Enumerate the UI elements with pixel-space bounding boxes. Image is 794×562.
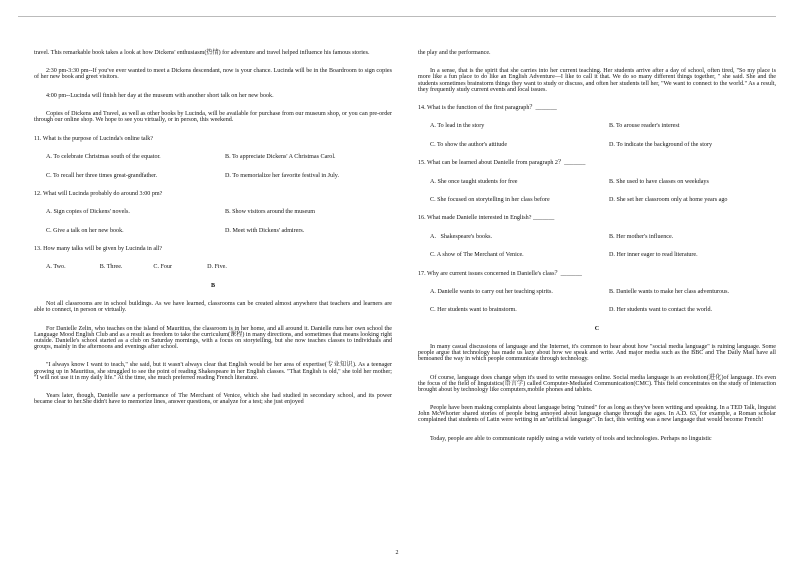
q13-option-a: A. Two. [46,264,66,271]
q14-option-a: A. To lead in the story [430,123,485,130]
q17-option-b: B. Danielle wants to make her class adventurous. [609,288,729,295]
q17-option-d: D. Her students want to contact the world. [609,307,713,314]
question-14: 14. What is the function of the first paragraph？_______ [418,105,557,112]
q11-option-c: C. To recall her three times great-grandfather. [46,172,158,179]
q15-option-b: B. She used to have classes on weekdays [609,178,709,185]
passage-a-continuation: travel. This remarkable book takes a look at how Dickens' enthusiasm(热情) for adventure and travel helped influence his famous stories. [34,50,370,56]
q14-option-c: C. To show the author's attitude [430,141,508,148]
section-c-heading: C [594,325,600,332]
passage-b-paragraph-3: "I always know I want to teach," she said, but it wasn't always clear that English would be her area of expertise(专业知识). As a teenager growing up in Mauritius, she struggled to see the point of reading Shakespeare in her English classes. "That English is old," she told her mother; "I will not use it in my daily life." At the time, she much preferred reading French literature. [34,362,392,381]
passage-b-paragraph-2: For Danielle Zelin, who teaches on the island of Mauritius, the classroom is in her home, and all around it. Danielle runs her own school the Language Mood English Club and as a result as freedom to take the curriculum(课程) in many directions, and sometimes that means looking right outside. Danielle's school started as a club on Saturday mornings, with a focus on storytelling, but she now teaches classes to individuals and groups, mainly in the afternoons and evenings after school. [34,325,392,351]
q15-option-c: C. She focused on storytelling in her class before [430,197,550,204]
question-13-options [34,264,392,270]
passage-c-paragraph-4: Today, people are able to communicate rapidly using a wide variety of tools and technologies. Perhaps no linguistic [430,435,712,442]
passage-b-paragraph-1: Not all classrooms are in school buildings. As we have learned, classrooms can be created almost anywhere that teachers and learners are able to connect, in person or virtually. [34,301,392,314]
question-11-options-row1 [34,154,392,160]
q16-option-d: D. Her inner eager to read literature. [609,252,698,259]
schedule-item-400: 4:00 pm--Lucinda will finish her day at the museum with another short talk on her new book. [46,92,274,99]
passage-c-paragraph-2: Of course, language does change when it's used to write messages online. Social media language is an evolution(进化)of language. It's even the focus of the field of linguistics(语言学) called Computer-Mediated Communication(CMC). This field concentrates on the study of interaction brought about by technology like computers,mobile phones and tablets. [418,374,776,393]
question-14-options-row1 [418,123,776,129]
question-17-options-row2 [418,307,776,313]
q16-option-b: B. Her mother's influence. [609,233,674,240]
passage-b-paragraph-5: In a sense, that is the spirit that she carries into her current teaching. Her students arrive after a day of school, often tired, "So my place is more like a fun place to do like an English Adventure—I like to call it that. We do so many different things together, " she said. She and the students sometimes brainstorm things they want to study or discuss, and often her students tell her, "We want to connect to the world." As a result, they frequently study current events and local issues. [418,68,776,93]
question-11: 11. What is the purpose of Lucinda's online talk? [34,135,154,142]
question-16-options-row1 [418,234,776,240]
q14-option-d: D. To indicate the background of the story [609,141,713,148]
q12-option-d: D. Meet with Dickens' admirers. [225,227,305,234]
q17-option-a: A. Danielle wants to carry out her teaching spirits. [430,288,553,295]
shop-paragraph: Copies of Dickens and Travel, as well as other books by Lucinda, will be available for purchase from our museum shop, or you can pre-order through our online shop. We hope to see you virtually, or in person, this weekend. [34,111,392,124]
q17-option-c: C. Her students want to brainstorm. [430,307,517,314]
passage-b-continuation: the play and the performance. [418,50,491,56]
question-16: 16. What made Danielle interested in English? _______ [418,215,555,222]
question-12-options-row1 [34,209,392,215]
q13-option-b: B. Three. [99,264,123,271]
q12-option-b: B. Show visitors around the museum [225,209,316,216]
q15-option-a: A. She once taught students for free [430,178,518,185]
q13-option-d: D. Five. [207,264,227,271]
q15-option-d: D. She set her classroom only at home years ago [609,197,728,204]
question-12: 12. What will Lucinda probably do around 3:00 pm? [34,190,163,197]
schedule-item-230: 2:30 pm-3:30 pm--If you've ever wanted to meet a Dickens descendant, now is your chance. Lucinda will be in the Boardroom to sign copies of her new book and greet visitors. [34,68,392,81]
question-15: 15. What can be learned about Danielle from paragraph 2？_______ [418,160,586,167]
question-12-options-row2 [34,228,392,234]
page-number: 2 [395,550,399,556]
section-b-heading: B [210,282,216,289]
q12-option-a: A. Sign copies of Dickens' novels. [46,209,130,216]
question-14-options-row2 [418,142,776,148]
question-17-options-row1 [418,289,776,295]
top-rule [18,16,776,17]
passage-b-paragraph-4: Years later, though, Danielle saw a performance of The Merchant of Venice, which she had studied in secondary school, and its power became clear to her.She didn't have to memorize lines, answer questions, or analyze for a test; she just enjoyed [34,393,392,406]
question-16-options-row2 [418,252,776,258]
q11-option-d: D. To memorialize her favorite festival in July. [225,172,339,179]
q14-option-b: B. To arouse reader's interest [609,123,680,130]
left-column [34,50,392,417]
q12-option-c: C. Give a talk on her new book. [46,227,124,234]
q13-option-c: C. Four [153,264,172,271]
question-11-options-row2 [34,173,392,179]
passage-c-paragraph-3: People have been making complaints about language being "ruined" for as long as they've been writing and speaking. In a TED Talk, linguist John McWhorter shared stories of people being annoyed about language change through the ages. In A.D. 63, for example, a Roman scholar complained that students of Latin were writing in an"artificial language". In fact, this writing was a new language that would become French! [418,405,776,424]
passage-c-paragraph-1: In many casual discussions of language and the Internet, it's common to hear about how "social media language" is ruining language. Some people argue that technology has made us lazy about how we speak and write. And major media such as the BBC and The Daily Mail have all bemoaned the way in which people communicate through technology. [418,344,776,363]
question-15-options-row2 [418,197,776,203]
q16-option-a: A．Shakespeare's books. [430,233,493,240]
q16-option-c: C. A show of The Merchant of Venice. [430,252,524,259]
q11-option-b: B. To appreciate Dickens' A Christmas Carol. [225,154,336,161]
right-column [418,50,776,454]
question-15-options-row1 [418,179,776,185]
q11-option-a: A. To celebrate Christmas south of the equator. [46,154,161,161]
question-17: 17. Why are current issues concerned in Danielle's class？_______ [418,270,582,277]
question-13: 13. How many talks will be given by Lucinda in all? [34,246,163,253]
